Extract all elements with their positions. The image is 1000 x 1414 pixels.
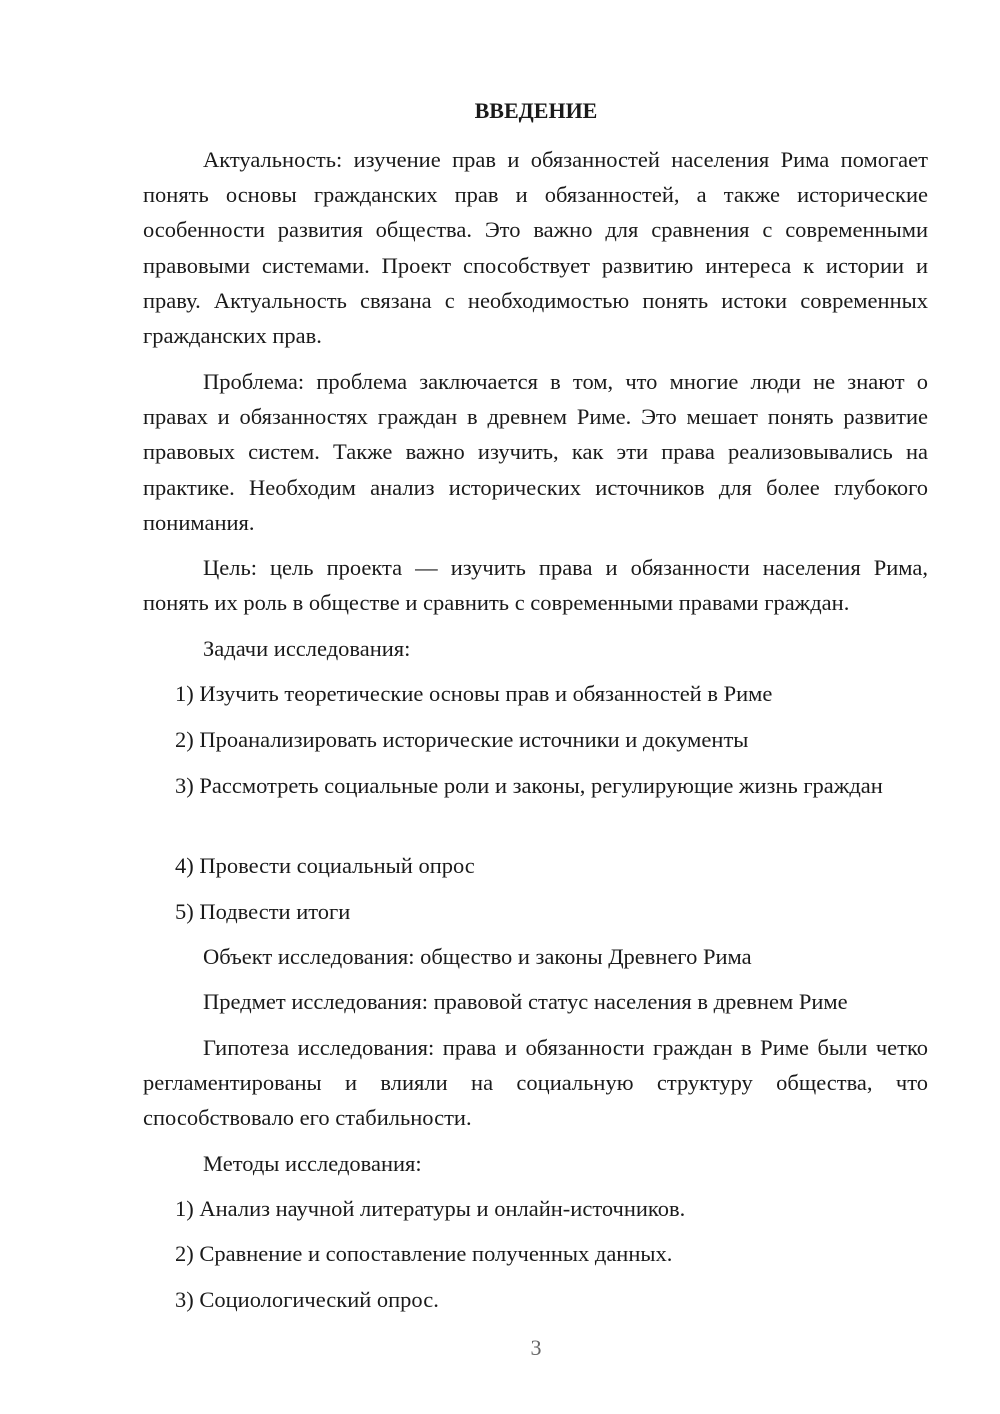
- method-item-2: 2) Сравнение и сопоставление полученных данных.: [175, 1241, 673, 1266]
- relevance-paragraph: Актуальность: изучение прав и обязанностей населения Рима помогает понять основы гражданских прав и обязанностей, а также исторические особенности развития общества. Это важно для сравнения с современными правовыми системами. Проект способствует развитию интереса к истории и праву. Актуальность связана с необходимостью понять истоки современных гражданских прав.: [143, 147, 928, 349]
- subject-line: Предмет исследования: правовой статус населения в древнем Риме: [203, 989, 848, 1014]
- method-item-3: 3) Социологический опрос.: [175, 1287, 439, 1312]
- method-item-1: 1) Анализ научной литературы и онлайн-источников.: [175, 1196, 686, 1221]
- page-title: ВВЕДЕНИЕ: [474, 98, 598, 123]
- task-item-4: 4) Провести социальный опрос: [175, 853, 475, 878]
- tasks-heading: Задачи исследования:: [203, 636, 411, 661]
- task-item-1: 1) Изучить теоретические основы прав и обязанностей в Риме: [175, 681, 773, 706]
- goal-paragraph: Цель: цель проекта — изучить права и обязанности населения Рима, понять их роль в обществе и сравнить с современными правами граждан.: [143, 555, 928, 616]
- task-item-3: 3) Рассмотреть социальные роли и законы, регулирующие жизнь граждан: [175, 773, 883, 798]
- task-item-5: 5) Подвести итоги: [175, 899, 351, 924]
- problem-paragraph: Проблема: проблема заключается в том, что многие люди не знают о правах и обязанностях граждан в древнем Риме. Это мешает понять развитие правовых систем. Также важно изучить, как эти права реализовывались на практике. Необходим анализ исторических источников для более глубокого понимания.: [143, 369, 928, 535]
- object-line: Объект исследования: общество и законы Древнего Рима: [203, 944, 752, 969]
- task-item-2: 2) Проанализировать исторические источники и документы: [175, 727, 749, 752]
- methods-heading: Методы исследования:: [203, 1151, 422, 1176]
- hypothesis-paragraph: Гипотеза исследования: права и обязанности граждан в Риме были четко регламентированы и влияли на социальную структуру общества, что способствовало его стабильности.: [143, 1035, 928, 1131]
- page-number: 3: [530, 1335, 542, 1360]
